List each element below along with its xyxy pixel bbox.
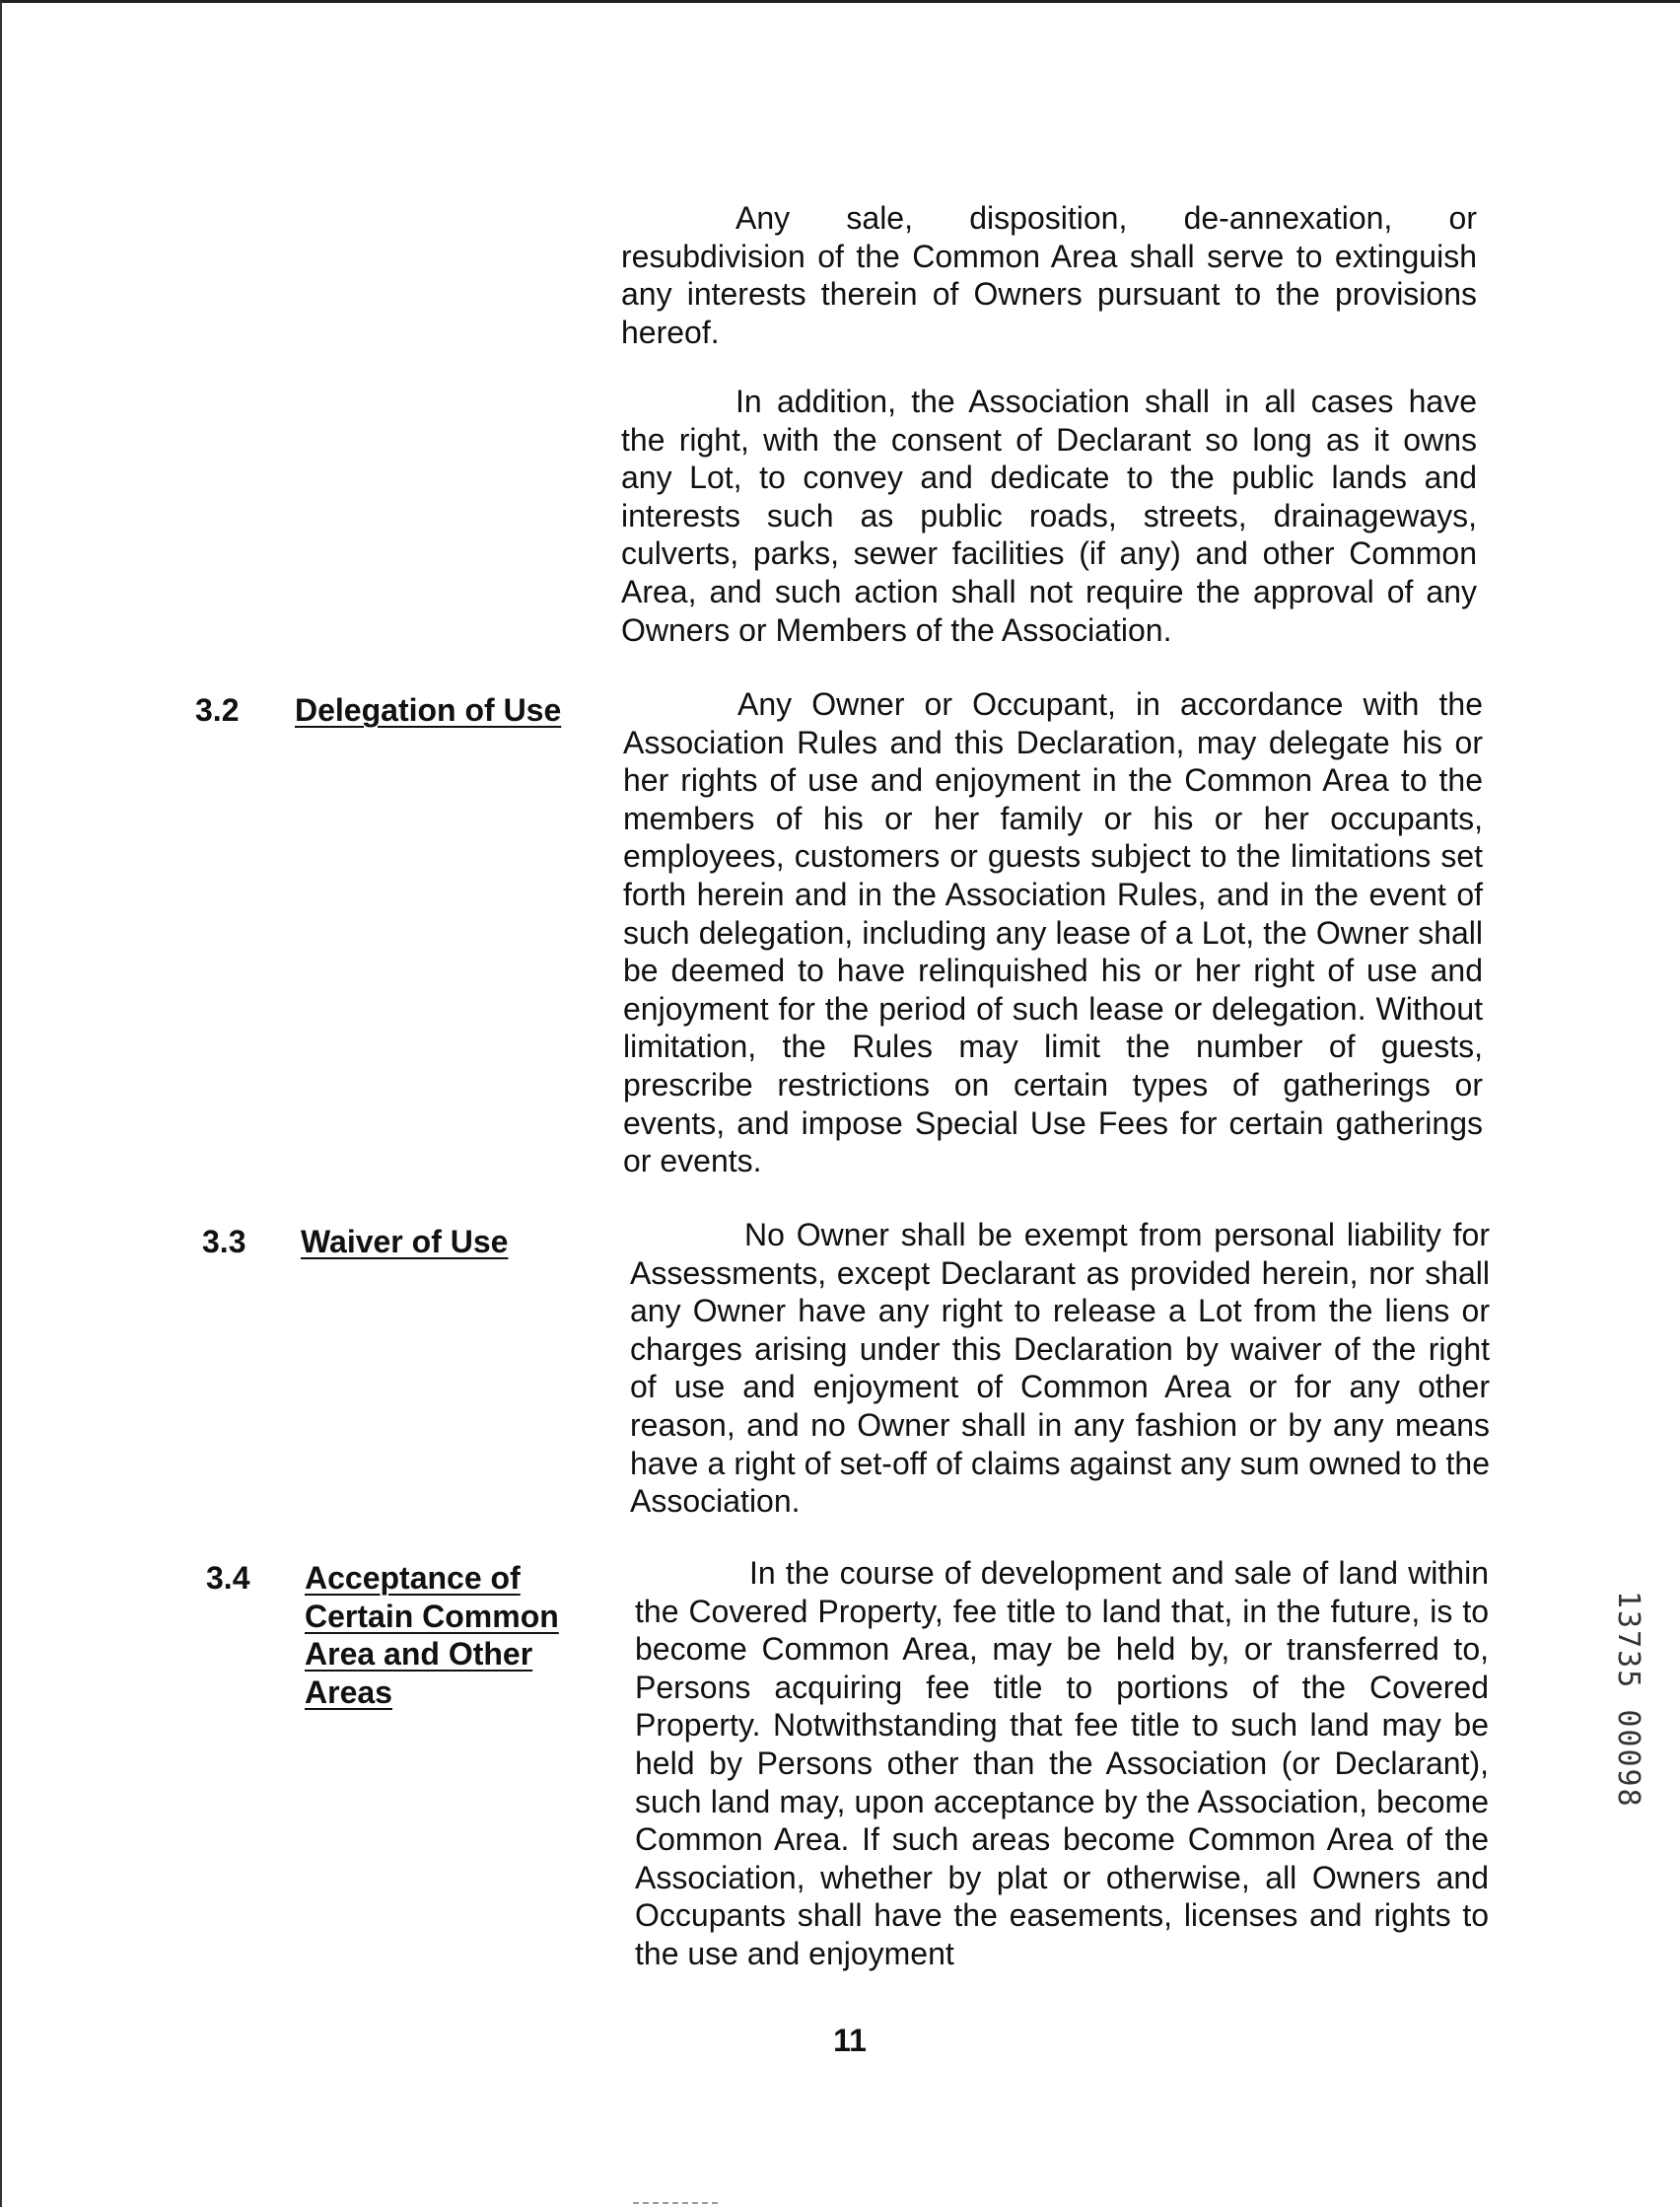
intro-paragraph-1: Any sale, disposition, de-annexation, or resubdivision of the Common Area shall serve to extinguish any interests therein of Owners pursuant to the provisions hereof. — [621, 200, 1477, 350]
section-number: 3.3 — [202, 1224, 246, 1259]
document-stamp-number — [1604, 1591, 1653, 1887]
section-number: 3.4 — [206, 1560, 250, 1596]
section-body: No Owner shall be exempt from personal liability for Assessments, except Declarant as provided herein, nor shall any Owner have any right to release a Lot from the liens or charges arising under this Declaration by waiver of the right of use and enjoyment of Common Area or for any other reason, and no Owner shall in any fashion or by any means have a right of set-off of claims against any sum owned to the Association. — [630, 1217, 1490, 1520]
page-number: 11 — [833, 2023, 867, 2058]
section-number: 3.2 — [195, 692, 240, 728]
section-title: Waiver of Use — [301, 1224, 509, 1259]
section-body: Any Owner or Occupant, in accordance with the Association Rules and this Declaration, may delegate his or her rights of use and enjoyment in the Common Area to the members of his or her family or his or her occupants, employees, customers or guests subject to the limitations set forth herein and in the Association Rules, and in the event of such delegation, including any lease of a Lot, the Owner shall be deemed to have relinquished his or her right of use and enjoyment for the period of such lease or delegation. Without limitation, the Rules may limit the number of guests, prescribe restrictions on certain types of gatherings or events, and impose Special Use Fees for certain gatherings or events. — [623, 686, 1483, 1179]
section-body: In the course of development and sale of land within the Covered Property, fee title to land that, in the future, is to become Common Area, may be held by, or transferred to, Persons acquiring fee title to portions of the Covered Property. Notwithstanding that fee title to such land may be held by Persons other than the Association (or Declarant), such land may, upon acceptance by the Association, become Common Area. If such areas become Common Area of the Association, whether by plat or otherwise, all Owners and Occupants shall have the easements, licenses and rights to the use and enjoyment — [635, 1555, 1489, 1971]
section-title: Acceptance of Certain Common Area and Other Areas — [305, 1560, 559, 1710]
scan-artifact — [633, 2202, 722, 2204]
document-stamp-text: 13735 00098 — [1611, 1591, 1645, 1809]
section-title: Delegation of Use — [295, 692, 562, 728]
intro-paragraph-2: In addition, the Association shall in all cases have the right, with the consent of Declarant so long as it owns any Lot, to convey and dedicate to the public lands and interests such as public roads, streets, drainageways, culverts, parks, sewer facilities (if any) and other Common Area, and such action shall not require the approval of any Owners or Members of the Association. — [621, 384, 1477, 648]
